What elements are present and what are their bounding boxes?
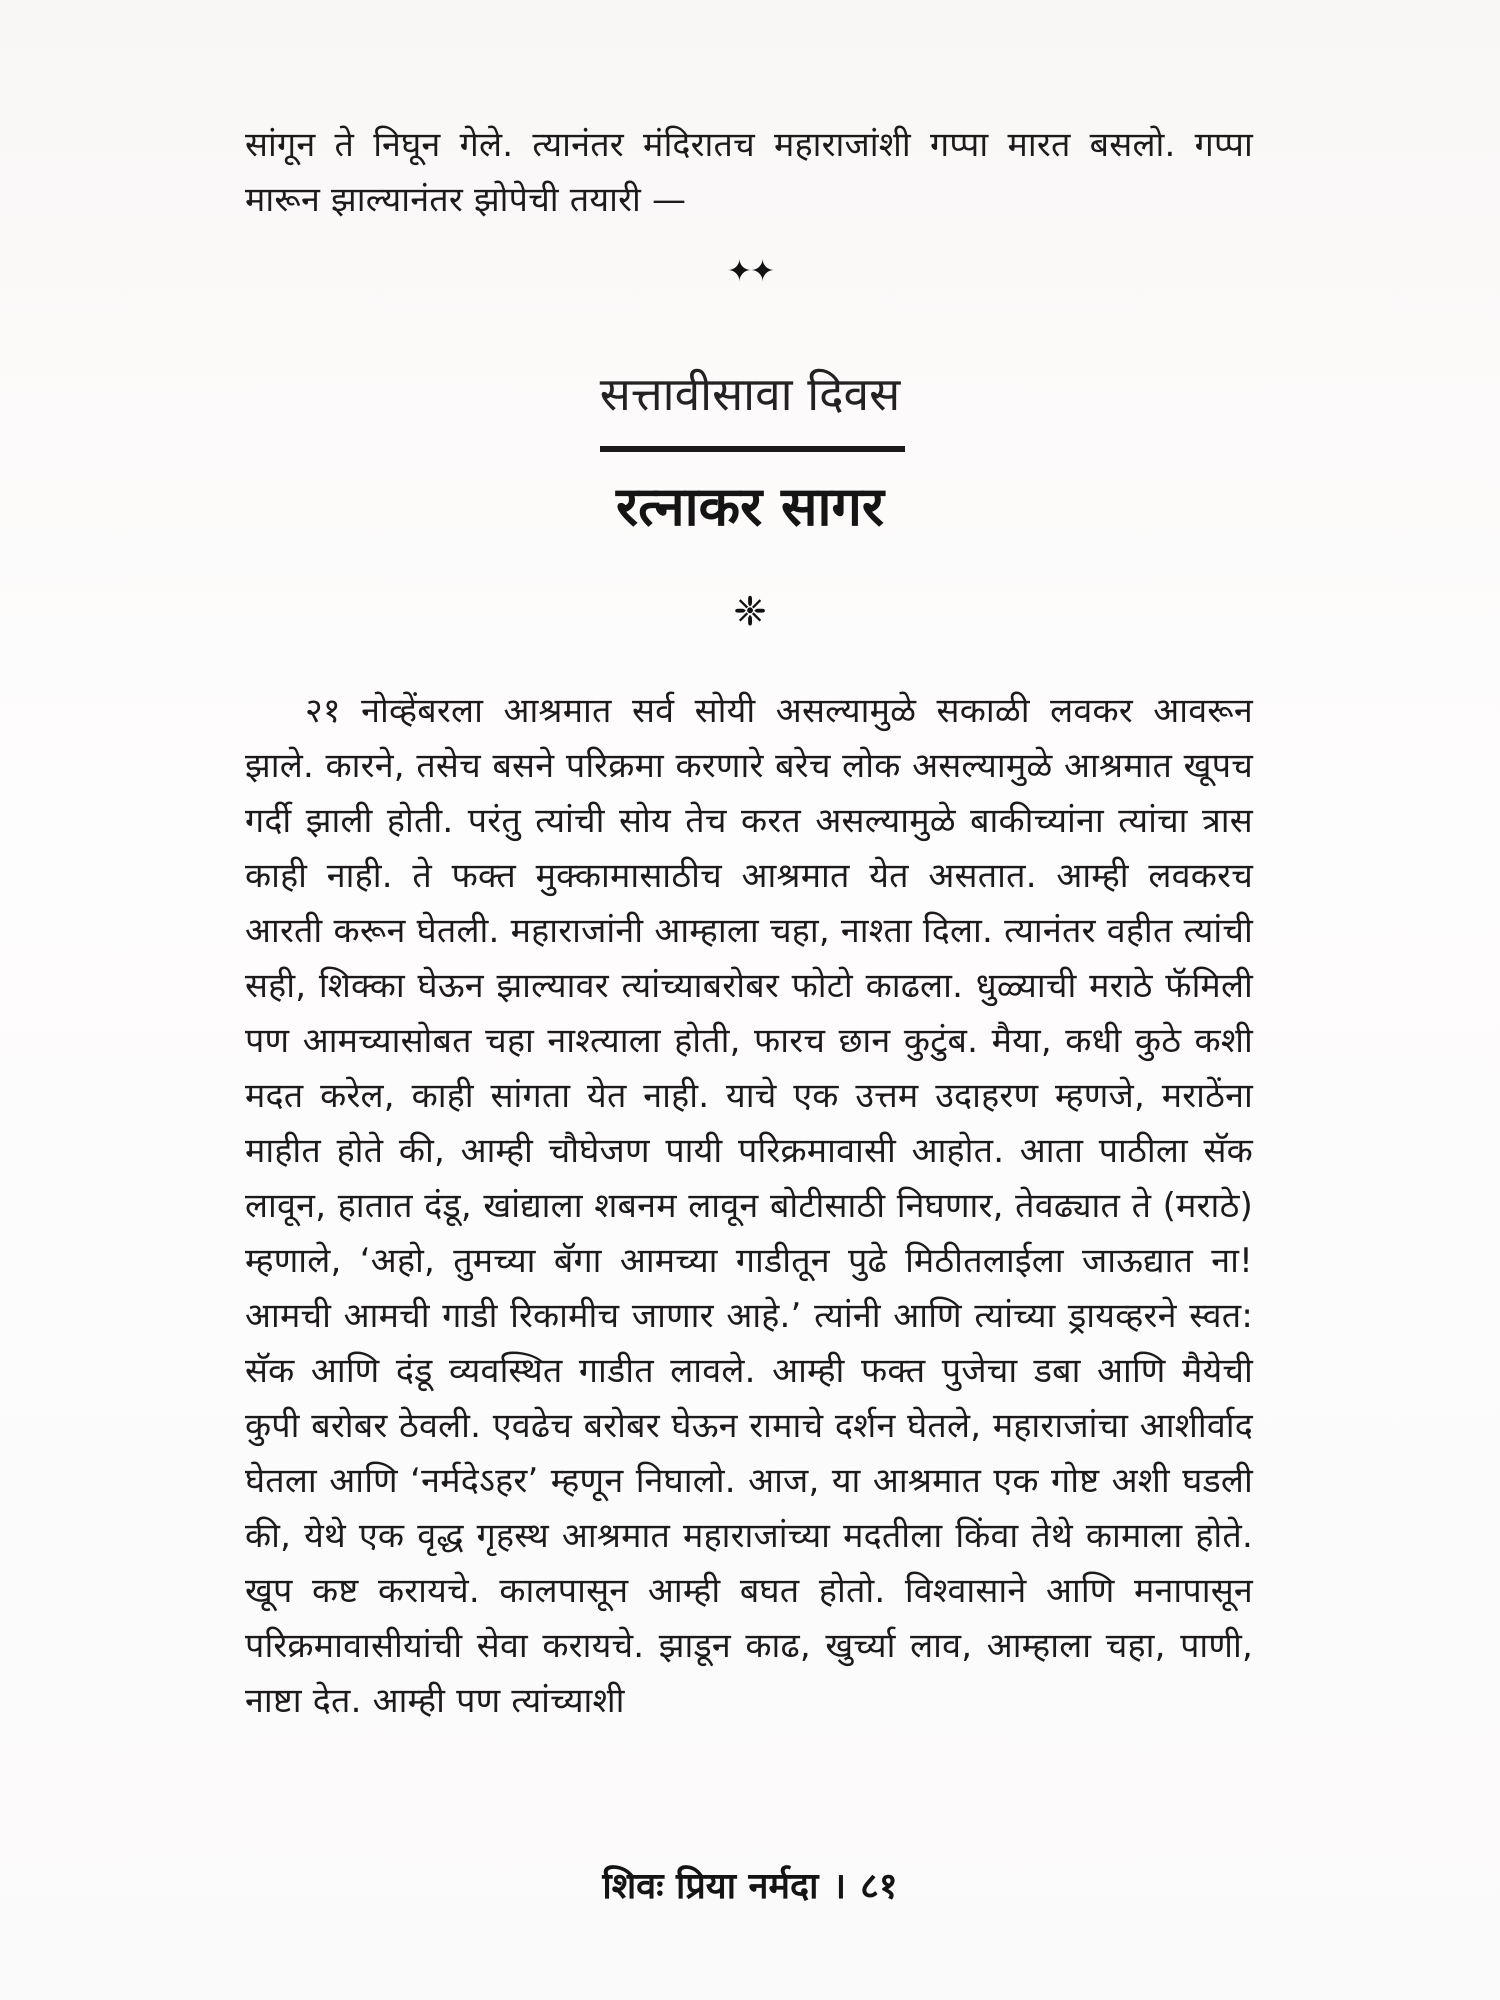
- intro-paragraph: [245, 118, 1253, 228]
- page-footer: [0, 1865, 1500, 1909]
- section-separator-diamonds: ✦✦: [726, 254, 774, 289]
- body-paragraph-text: २१ नोव्हेंबरला आश्रमात सर्व सोयी असल्यामुळे सकाळी लवकर आवरून झाले. कारने, तसेच बसने परिक्रमा करणारे बरेच लोक असल्यामुळे आश्रमात खूपच गर्दी झाली होती. परंतु त्यांची सोय तेच करत असल्यामुळे बाकीच्यांना त्यांचा त्रास काही नाही. ते फक्त मुक्कामासाठीच आश्रमात येत असतात. आम्ही लवकरच आरती करून घेतली. महाराजांनी आम्हाला चहा, नाश्ता दिला. त्यानंतर वहीत त्यांची सही, शिक्का घेऊन झाल्यावर त्यांच्याबरोबर फोटो काढला. धुळ्याची मराठे फॅमिली पण आमच्यासोबत चहा नाश्त्याला होती, फारच छान कुटुंब. मैया, कधी कुठे कशी मदत करेल, काही सांगता येत नाही. याचे एक उत्तम उदाहरण म्हणजे, मराठेंना माहीत होते की, आम्ही चौघेजण पायी परिक्रमावासी आहोत. आता पाठीला सॅक लावून, हातात दंडू, खांद्याला शबनम लावून बोटीसाठी निघणार, तेवढ्यात ते (मराठे) म्हणाले, ‘अहो, तुमच्या बॅगा आमच्या गाडीतून पुढे मिठीतलाईला जाऊद्यात ना! आमची आमची गाडी रिकामीच जाणार आहे.’ त्यांनी आणि त्यांच्या ड्रायव्हरने स्वत: सॅक आणि दंडू व्यवस्थित गाडीत लावले. आम्ही फक्त पुजेचा डबा आणि मैयेची कुपी बरोबर ठेवली. एवढेच बरोबर घेऊन रामाचे दर्शन घेतले, महाराजांचा आशीर्वाद घेतला आणि ‘नर्मदेऽहर’ म्हणून निघालो. आज, या आश्रमात एक गोष्ट अशी घडली की, येथे एक वृद्ध गृहस्थ आश्रमात महाराजांच्या मदतीला किंवा तेथे कामाला होते. खूप कष्ट करायचे. कालपासून आम्ही बघत होतो. विश्वासाने आणि मनापासून परिक्रमावासीयांची सेवा करायचे. झाडून काढ, खुर्च्या लाव, आम्हाला चहा, पाणी, नाष्टा देत. आम्ही पण त्यांच्याशी: [245, 691, 1253, 1721]
- body-paragraph: [245, 684, 1253, 1729]
- flourish-ornament-icon: ❈: [733, 589, 767, 635]
- chapter-title: रत्नाकर सागर: [616, 475, 884, 538]
- footer-separator: ।: [832, 1866, 847, 1907]
- day-title: सत्तावीसावा दिवस: [599, 367, 901, 421]
- footer-book-title: शिवः प्रिया नर्मदा: [602, 1866, 819, 1907]
- title-underline-rule: [600, 446, 905, 452]
- intro-paragraph-text: सांगून ते निघून गेले. त्यानंतर मंदिरातच महाराजांशी गप्पा मारत बसलो. गप्पा मारून झाल्यानंतर झोपेची तयारी —: [245, 125, 1253, 220]
- page-number: ८१: [860, 1866, 898, 1907]
